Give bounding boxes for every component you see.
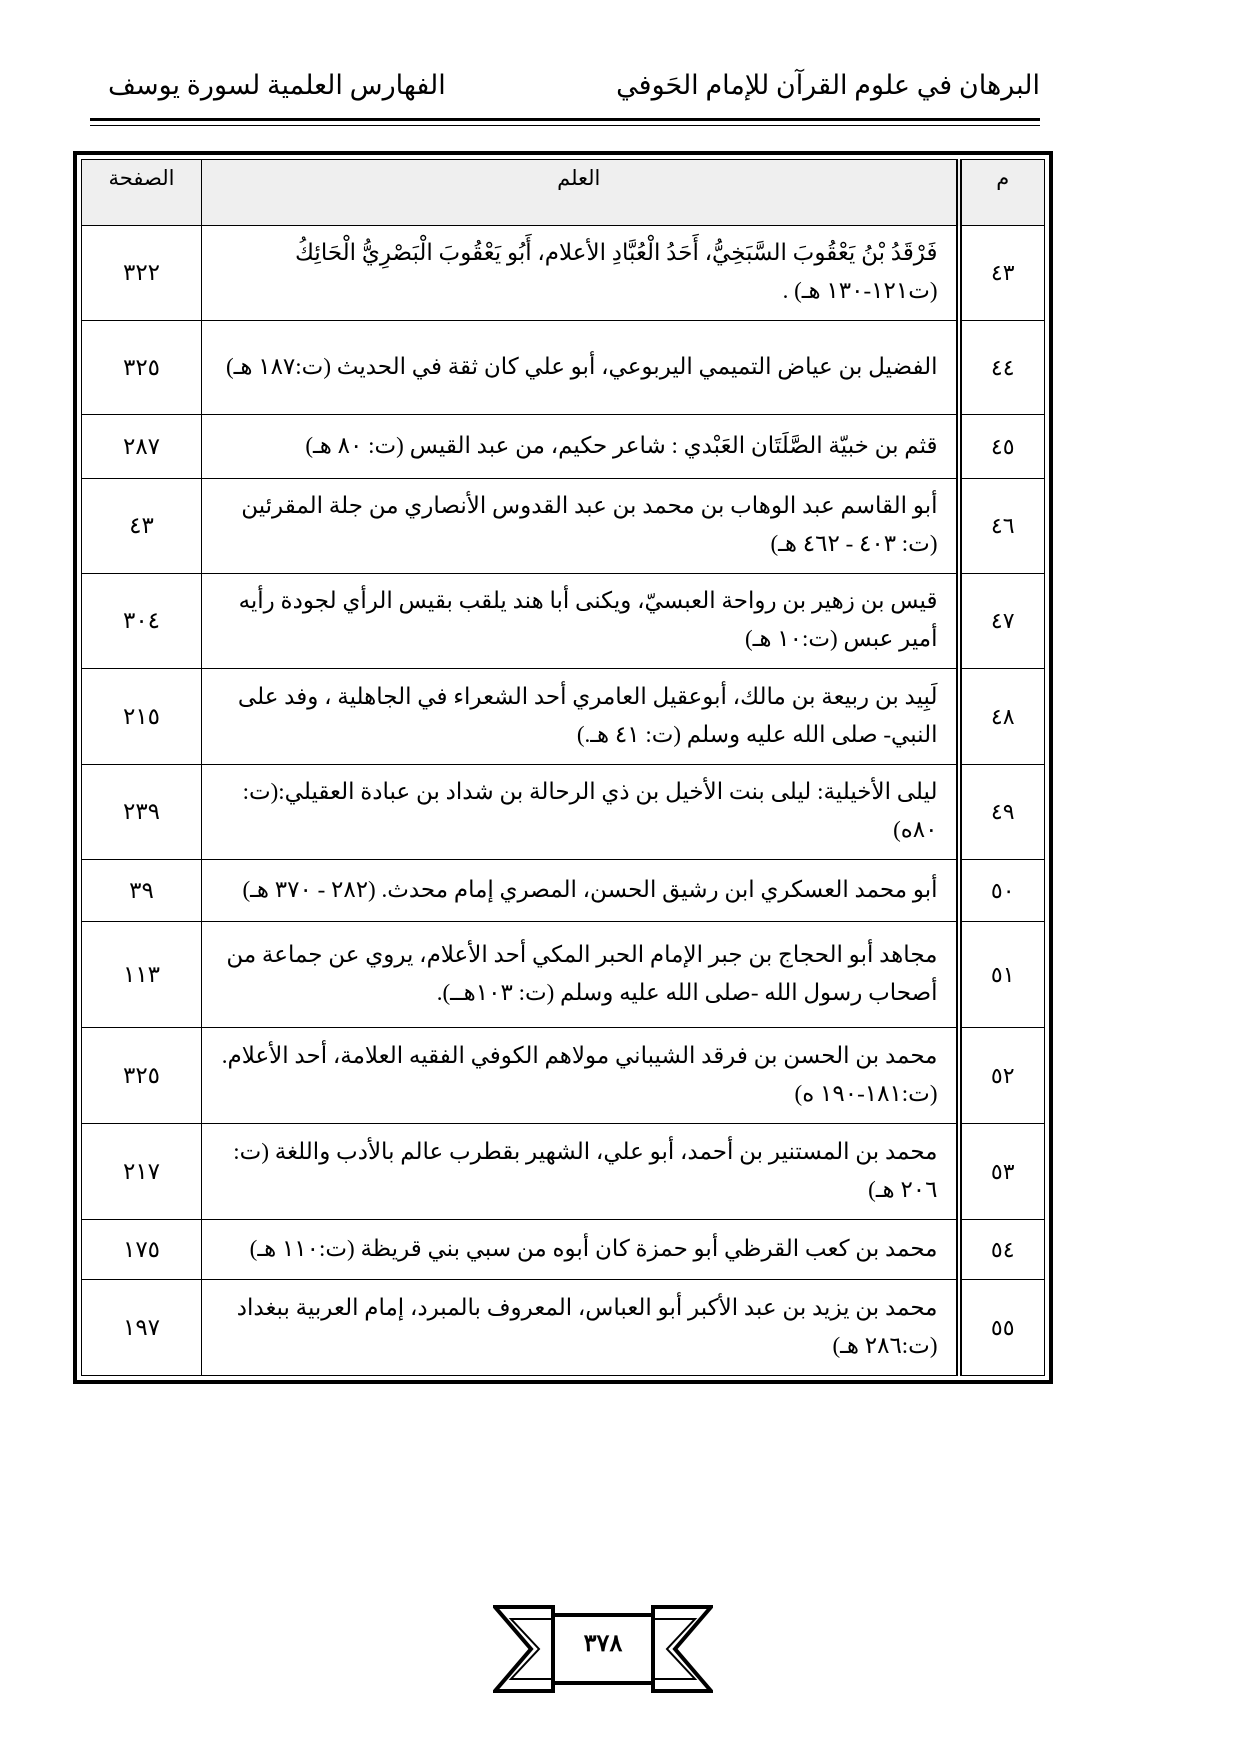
row-page: ٢١٧ (82, 1124, 202, 1220)
table-row (82, 765, 1045, 860)
table-row (82, 922, 1045, 1028)
row-number: ٥٤ (959, 1220, 1045, 1280)
row-name: أبو القاسم عبد الوهاب بن محمد بن عبد القدوس الأنصاري من جلة المقرئين (ت: ٤٠٣ - ٤٦٢ هـ) (202, 479, 959, 574)
row-name: فَرْقَدُ بْنُ يَعْقُوبَ السَّبَخِيُّ، أَحَدُ الْعُبَّادِ الأعلام، أَبُو يَعْقُوبَ الْبَصْرِيُّ الْحَائِكُ (ت١٢١-١٣٠ هـ) . (202, 226, 959, 321)
row-name: محمد بن المستنير بن أحمد، أبو علي، الشهير بقطرب عالم بالأدب واللغة (ت: ٢٠٦ هـ) (202, 1124, 959, 1220)
header-rule-thin (90, 125, 1040, 126)
row-name: محمد بن الحسن بن فرقد الشيباني مولاهم الكوفي الفقيه العلامة، أحد الأعلام. (ت:١٨١-١٩٠ ه) (202, 1028, 959, 1124)
row-number: ٥٠ (959, 860, 1045, 922)
row-name: أبو محمد العسكري ابن رشيق الحسن، المصري إمام محدث. (٢٨٢ - ٣٧٠ هـ) (202, 860, 959, 922)
table-row (82, 415, 1045, 479)
row-number: ٤٧ (959, 574, 1045, 669)
index-table (81, 159, 1045, 1376)
index-table-frame (73, 151, 1053, 1384)
table-row (82, 321, 1045, 415)
row-page: ٢٨٧ (82, 415, 202, 479)
table-row (82, 1280, 1045, 1376)
row-page: ١٧٥ (82, 1220, 202, 1280)
row-page: ٤٣ (82, 479, 202, 574)
column-header-name: العلم (202, 160, 959, 226)
header-rule-thick (90, 118, 1040, 121)
running-header (90, 70, 1040, 120)
row-name: قيس بن زهير بن رواحة العبسيّ، ويكنى أبا هند يلقب بقيس الرأي لجودة رأيه أمير عبس (ت:١٠ هـ) (202, 574, 959, 669)
row-number: ٥٢ (959, 1028, 1045, 1124)
row-page: ٣٢٥ (82, 321, 202, 415)
table-row (82, 1028, 1045, 1124)
row-number: ٤٦ (959, 479, 1045, 574)
row-name: لَبِيد بن ربيعة بن مالك، أبوعقيل العامري أحد الشعراء في الجاهلية ، وفد على النبي- صلى الله عليه وسلم (ت: ٤١ هـ.) (202, 669, 959, 765)
table-row (82, 860, 1045, 922)
table-row (82, 226, 1045, 321)
row-number: ٥١ (959, 922, 1045, 1028)
column-header-page: الصفحة (82, 160, 202, 226)
row-page: ١١٣ (82, 922, 202, 1028)
table-row (82, 479, 1045, 574)
row-name: مجاهد أبو الحجاج بن جبر الإمام الحبر المكي أحد الأعلام، يروي عن جماعة من أصحاب رسول الله -صلى الله عليه وسلم (ت: ١٠٣هــ). (202, 922, 959, 1028)
section-title: الفهارس العلمية لسورة يوسف (108, 70, 446, 100)
row-number: ٤٥ (959, 415, 1045, 479)
row-page: ٣٢٢ (82, 226, 202, 321)
row-name: قثم بن خبيّة الصَّلَتَان العَبْدي : شاعر حكيم، من عبد القيس (ت: ٨٠ هـ) (202, 415, 959, 479)
table-row (82, 574, 1045, 669)
row-number: ٤٩ (959, 765, 1045, 860)
table-row (82, 1124, 1045, 1220)
page-number: ٣٧٨ (583, 1631, 623, 1657)
row-number: ٥٣ (959, 1124, 1045, 1220)
row-page: ٣٠٤ (82, 574, 202, 669)
row-name: محمد بن كعب القرظي أبو حمزة كان أبوه من سبي بني قريظة (ت:١١٠ هـ) (202, 1220, 959, 1280)
row-name: الفضيل بن عياض التميمي اليربوعي، أبو علي كان ثقة في الحديث (ت:١٨٧ هـ) (202, 321, 959, 415)
table-row (82, 669, 1045, 765)
row-number: ٤٣ (959, 226, 1045, 321)
row-number: ٤٤ (959, 321, 1045, 415)
table-header-row (82, 160, 1045, 226)
row-page: ١٩٧ (82, 1280, 202, 1376)
row-page: ٣٢٥ (82, 1028, 202, 1124)
row-page: ٣٩ (82, 860, 202, 922)
row-name: محمد بن يزيد بن عبد الأكبر أبو العباس، المعروف بالمبرد، إمام العربية ببغداد (ت:٢٨٦ هـ) (202, 1280, 959, 1376)
page-number-badge (493, 1605, 713, 1693)
row-name: ليلى الأخيلية: ليلى بنت الأخيل بن ذي الرحالة بن شداد بن عبادة العقيلي:(ت: ٨٠ه) (202, 765, 959, 860)
row-number: ٥٥ (959, 1280, 1045, 1376)
row-number: ٤٨ (959, 669, 1045, 765)
table-row (82, 1220, 1045, 1280)
book-title: البرهان في علوم القرآن للإمام الحَوفي (616, 70, 1040, 100)
row-page: ٢١٥ (82, 669, 202, 765)
row-page: ٢٣٩ (82, 765, 202, 860)
column-header-number: م (959, 160, 1045, 226)
